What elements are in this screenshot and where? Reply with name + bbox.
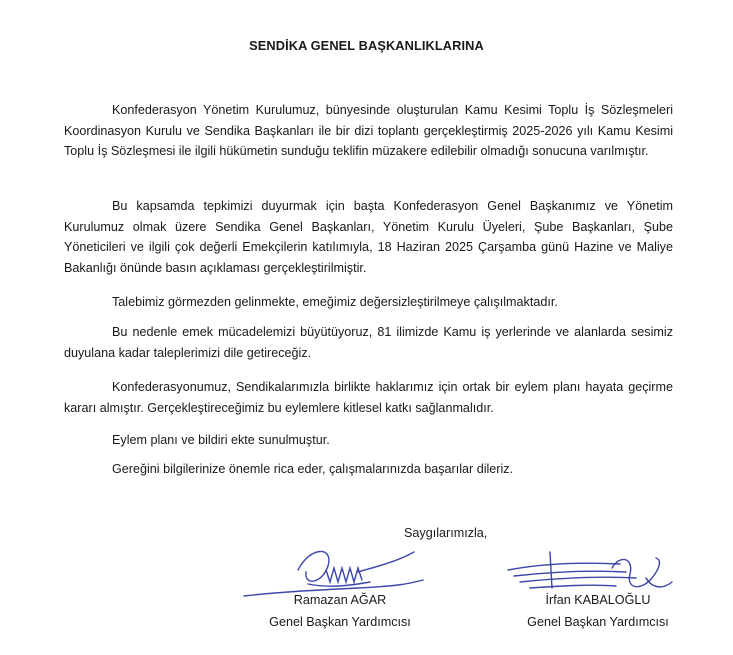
paragraph-4: Bu nedenle emek mücadelemizi büyütüyoruz, 81 ilimizde Kamu iş yerlerinde ve alanlarda sesimiz duyulana kadar taleplerimizi dile getireceğiz. [64, 325, 673, 360]
paragraph-6: Eylem planı ve bildiri ekte sunulmuştur. [112, 433, 330, 447]
signatory-right [498, 589, 698, 633]
paragraph-2: Bu kapsamda tepkimizi duyurmak için başta Konfederasyon Genel Başkanımız ve Yönetim Kurulumuz olmak üzere Sendika Genel Başkanları, Yönetim Kurulu Üyeleri, Şube Başkanları, Şube Yöneticileri ve ilgili çok değerli Emekçilerin katılımıyla, 18 Haziran 2025 Çarşamba günü Hazine ve Maliye Bakanlığı önünde basın açıklaması gerçekleştirilmiştir. [64, 199, 673, 275]
paragraph-7: Gereğini bilgilerinize önemle rica eder, çalışmalarınızda başarılar dileriz. [112, 462, 514, 476]
letter-title: SENDİKA GENEL BAŞKANLIKLARINA [249, 38, 484, 53]
paragraph-3: Talebimiz görmezden gelinmekte, emeğimiz değersizleştirilmeye çalışılmaktadır. [112, 295, 558, 309]
signatory-left [240, 589, 440, 633]
signatory-right-position: Genel Başkan Yardımcısı [527, 615, 669, 629]
signatory-left-name: Ramazan AĞAR [293, 593, 387, 607]
closing-salutation: Saygılarımızla, [404, 526, 488, 540]
signatory-right-name: İrfan KABALOĞLU [545, 593, 651, 607]
paragraph-1: Konfederasyon Yönetim Kurulumuz, bünyesinde oluşturulan Kamu Kesimi Toplu İş Sözleşmeleri Koordinasyon Kurulu ve Sendika Başkanları ile bir dizi toplantı gerçekleştirmiş 2025-2026 yılı Kamu Kesimi Toplu İş Sözleşmesi ile ilgili hükümetin sunduğu teklifin müzakere edilebilir olmadığı sonucuna varılmıştır. [64, 103, 673, 158]
paragraph-5: Konfederasyonumuz, Sendikalarımızla birlikte haklarımız için ortak bir eylem planı hayata geçirme kararı almıştır. Gerçekleştireceğimiz bu eylemlere kitlesel katkı sağlanmalıdır. [64, 380, 673, 415]
signatory-left-position: Genel Başkan Yardımcısı [269, 615, 411, 629]
